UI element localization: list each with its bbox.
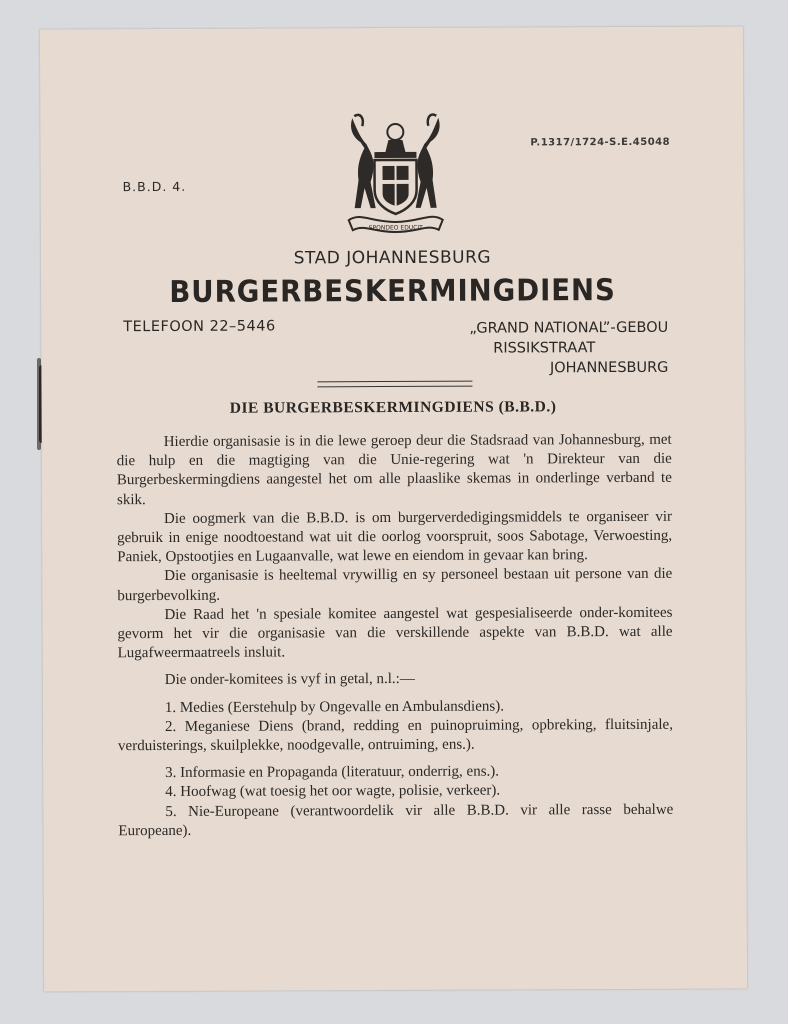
- list-item: 4. Hoofwag (wat toesig het oor wagte, polisie, verkeer).: [165, 782, 501, 801]
- section-heading: DIE BURGERBESKERMINGDIENS (B.B.D.): [229, 398, 557, 417]
- paragraph: Hierdie organisasie is in die lewe geroep deur die Stadsraad van Johannesburg, met die hulp en die magtiging van die Unie-regering wat 'n Direkteur van die Burgerbeskermingdiens aangestel het om alle plaaslike skemas in onderlinge verband te skik.: [116, 431, 672, 508]
- telephone: TELEFOON 22–5446: [123, 318, 276, 336]
- address: [469, 318, 668, 379]
- list-item: 2. Meganiese Diens (brand, redding en puinopruiming, opbreking, fluitsinjale, verduisterings, skuilplekke, noodgevalle, ontruiming, ens.).: [117, 716, 673, 755]
- crest-motto: SPONDEO EDUCIT: [368, 224, 423, 232]
- document-page: [40, 26, 747, 991]
- divider-line: [317, 386, 472, 388]
- list-item: 5. Nie-Europeane (verantwoordelik vir alle B.B.D. vir alle rasse behalwe Europeane).: [118, 801, 674, 840]
- address-line-1: „GRAND NATIONAL”-GEBOU: [469, 319, 669, 337]
- paragraph: Die Raad het 'n spesiale komitee aangestel wat gespesialiseerde onder-komitees gevorm het vir die organisasie van die verskillende aspekte van B.B.D. wat alle Lugafweermaatreels insluit.: [117, 604, 673, 662]
- paragraph: Die organisasie is heeltemal vrywillig en sy personeel bestaan uit persone van die burgerbevolking.: [117, 566, 673, 604]
- paragraph: Die oogmerk van die B.B.D. is om burgerverdedigingsmiddels te organiseer vir gebruik in enige noodtoestand wat uit die oorlog voorspruit, soos Sabotage, Verwoesting, Paniek, Opstootjies en Lugaanvalle, wat lewe en eiendom in gevaar kan bring.: [117, 508, 673, 566]
- address-line-2: RISSIKSTRAAT: [493, 340, 596, 357]
- city-name: STAD JOHANNESBURG: [293, 247, 492, 269]
- organisation-title: BURGERBESKERMINGDIENS: [169, 273, 616, 310]
- reference-number: P.1317/1724-S.E.45048: [530, 136, 671, 149]
- list-intro: Die onder-komitees is vyf in getal, n.l.:—: [164, 671, 415, 689]
- list-item: 1. Medies (Eerstehulp by Ongevalle en Ambulansdiens).: [164, 698, 504, 716]
- list-item: 3. Informasie en Propaganda (literatuur, onderrig, ens.).: [165, 763, 500, 782]
- address-line-3: JOHANNESBURG: [549, 359, 669, 377]
- divider-line: [317, 381, 472, 383]
- form-code: B.B.D. 4.: [122, 178, 187, 195]
- coat-of-arms-icon: [330, 108, 461, 239]
- body-text: [117, 431, 674, 841]
